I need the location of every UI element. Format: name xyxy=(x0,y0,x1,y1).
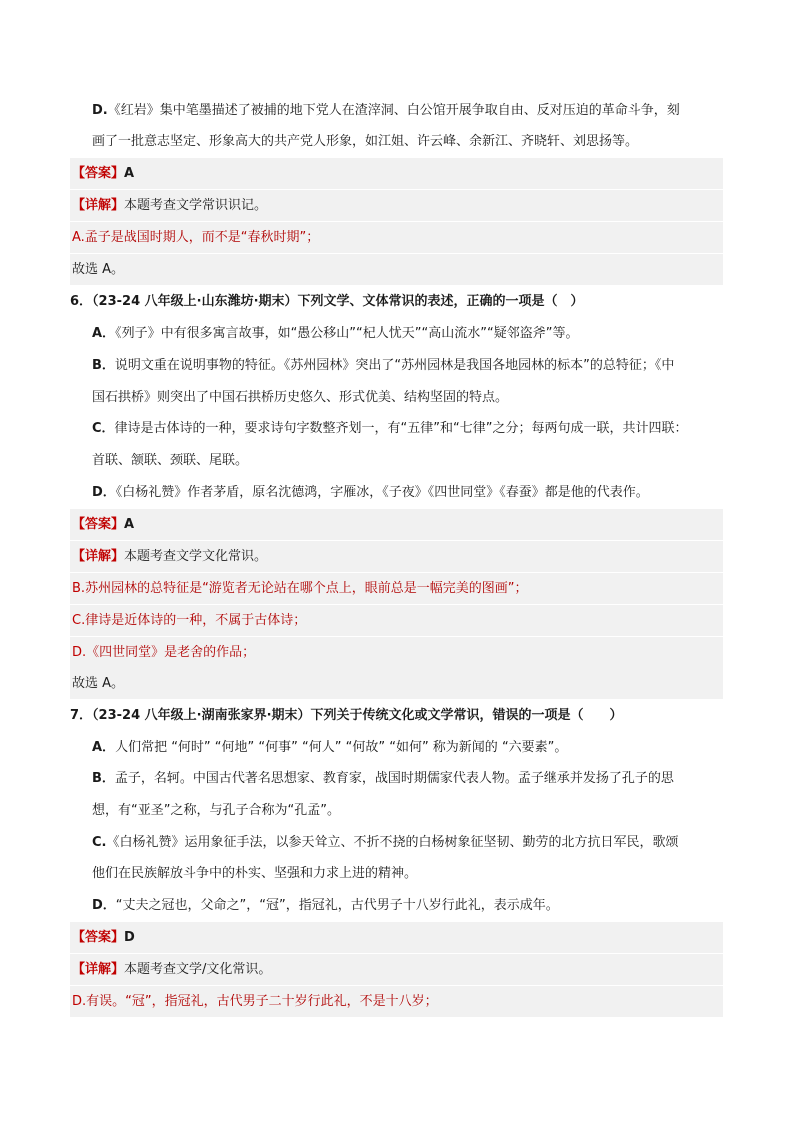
answer-line xyxy=(70,158,723,189)
detail-line xyxy=(70,541,723,572)
answer-tag: 【答案】 xyxy=(72,517,125,532)
explanation-text: 《四世同堂》是老舍的作品； xyxy=(86,645,256,660)
option-label: A． xyxy=(92,326,116,341)
option-label: D． xyxy=(92,898,116,913)
explanation-line xyxy=(70,605,723,636)
option-line xyxy=(70,763,723,794)
explanation-text: 苏州园林的总特征是“游览者无论站在哪个点上，眼前总是一幅完美的图画”； xyxy=(85,581,528,596)
option-text: 律诗是古体诗的一种，要求诗句字数整齐划一，有“五律”和“七律”之分；每两句成一联，共计四联： xyxy=(114,421,688,436)
detail-tag: 【详解】 xyxy=(72,962,125,977)
detail-text: 本题考查文学常识识记。 xyxy=(124,198,268,213)
option-text: 国石拱桥》则突出了中国石拱桥历史悠久、形式优美、结构坚固的特点。 xyxy=(92,390,509,405)
conclusion-line xyxy=(70,668,723,699)
explanation-label: A. xyxy=(72,230,85,245)
detail-text: 本题考查文学文化常识。 xyxy=(124,549,268,564)
explanation-line xyxy=(70,637,723,668)
answer-value: D xyxy=(124,930,135,945)
option-text: 《红岩》集中笔墨描述了被捕的地下党人在渣滓洞、白公馆开展争取自由、反对压迫的革命斗争，刻 xyxy=(107,103,680,118)
conclusion-text: 故选 A。 xyxy=(72,262,125,277)
answer-line xyxy=(70,922,723,953)
option-line xyxy=(70,413,723,444)
detail-text: 本题考查文学/文化常识。 xyxy=(124,962,272,977)
option-text: 孟子，名轲。中国古代著名思想家、教育家，战国时期儒家代表人物。孟子继承并发扬了孔子的思 xyxy=(114,771,674,786)
explanation-text: 孟子是战国时期人，而不是“春秋时期”； xyxy=(84,230,320,245)
explanation-line xyxy=(70,986,723,1017)
question-text: 7．（23-24 八年级上·湖南张家界·期末）下列关于传统文化或文学常识，错误的一项是（ ） xyxy=(70,708,623,723)
option-continuation xyxy=(70,795,723,826)
answer-tag: 【答案】 xyxy=(72,166,125,181)
option-line xyxy=(70,890,723,921)
explanation-text: 律诗是近体诗的一种，不属于古体诗； xyxy=(85,613,307,628)
option-continuation xyxy=(70,445,723,476)
answer-value: A xyxy=(124,517,135,532)
conclusion-text: 故选 A。 xyxy=(72,676,125,691)
option-label: D． xyxy=(92,485,116,500)
explanation-line xyxy=(70,573,723,604)
option-text: 他们在民族解放斗争中的朴实、坚强和力求上进的精神。 xyxy=(92,866,418,881)
option-text: 想，有“亚圣”之称，与孔子合称为“孔孟”。 xyxy=(92,803,340,818)
option-label: A． xyxy=(92,740,116,755)
option-line xyxy=(70,732,723,763)
answer-value: A xyxy=(124,166,135,181)
option-text: 人们常把 “何时” “何地” “何事” “何人” “何故” “如何” 称为新闻的 “六要素”。 xyxy=(115,740,568,755)
answer-line xyxy=(70,509,723,540)
explanation-label: D. xyxy=(72,645,87,660)
conclusion-line xyxy=(70,254,723,285)
option-text: 首联、颔联、颈联、尾联。 xyxy=(92,453,249,468)
detail-tag: 【详解】 xyxy=(72,198,125,213)
question-stem xyxy=(70,286,723,317)
option-continuation xyxy=(70,382,723,413)
detail-line xyxy=(70,190,723,221)
option-continuation xyxy=(70,126,723,157)
option-continuation xyxy=(70,858,723,889)
option-text: 画了一批意志坚定、形象高大的共产党人形象，如江姐、许云峰、余新江、齐晓轩、刘思扬等。 xyxy=(92,134,639,149)
option-label: C． xyxy=(92,421,115,436)
option-line xyxy=(70,318,723,349)
option-text: 《列子》中有很多寓言故事，如“愚公移山”“杞人忧天”“高山流水”“疑邻盗斧”等。 xyxy=(115,326,579,341)
option-line xyxy=(70,477,723,508)
explanation-line xyxy=(70,222,723,253)
explanation-label: C. xyxy=(72,613,86,628)
question-stem xyxy=(70,700,723,731)
option-text: 《白杨礼赞》运用象征手法，以参天耸立、不折不挠的白杨树象征坚韧、勤劳的北方抗日军民，歌颂 xyxy=(106,835,679,850)
explanation-label: D. xyxy=(72,994,87,1009)
question-text: 6．（23-24 八年级上·山东潍坊·期末）下列文学、文体常识的表述，正确的一项是（ ） xyxy=(70,294,584,309)
option-text: “丈夫之冠也，父命之”，“冠”，指冠礼，古代男子十八岁行此礼，表示成年。 xyxy=(115,898,559,913)
option-label: B． xyxy=(92,358,115,373)
option-line xyxy=(70,827,723,858)
option-label: D. xyxy=(92,103,108,118)
option-line xyxy=(70,95,723,126)
explanation-text: 有误。“冠”，指冠礼，古代男子二十岁行此礼，不是十八岁； xyxy=(86,994,438,1009)
option-label: C. xyxy=(92,835,107,850)
option-line xyxy=(70,350,723,381)
detail-tag: 【详解】 xyxy=(72,549,125,564)
answer-tag: 【答案】 xyxy=(72,930,125,945)
explanation-label: B. xyxy=(72,581,86,596)
option-text: 《白杨礼赞》作者茅盾，原名沈德鸿，字雁冰，《子夜》《四世同堂》《春蚕》都是他的代表作。 xyxy=(115,485,649,500)
option-label: B． xyxy=(92,771,115,786)
option-text: 说明文重在说明事物的特征。《苏州园林》突出了“苏州园林是我国各地园林的标本”的总特征；《中 xyxy=(114,358,675,373)
detail-line xyxy=(70,954,723,985)
